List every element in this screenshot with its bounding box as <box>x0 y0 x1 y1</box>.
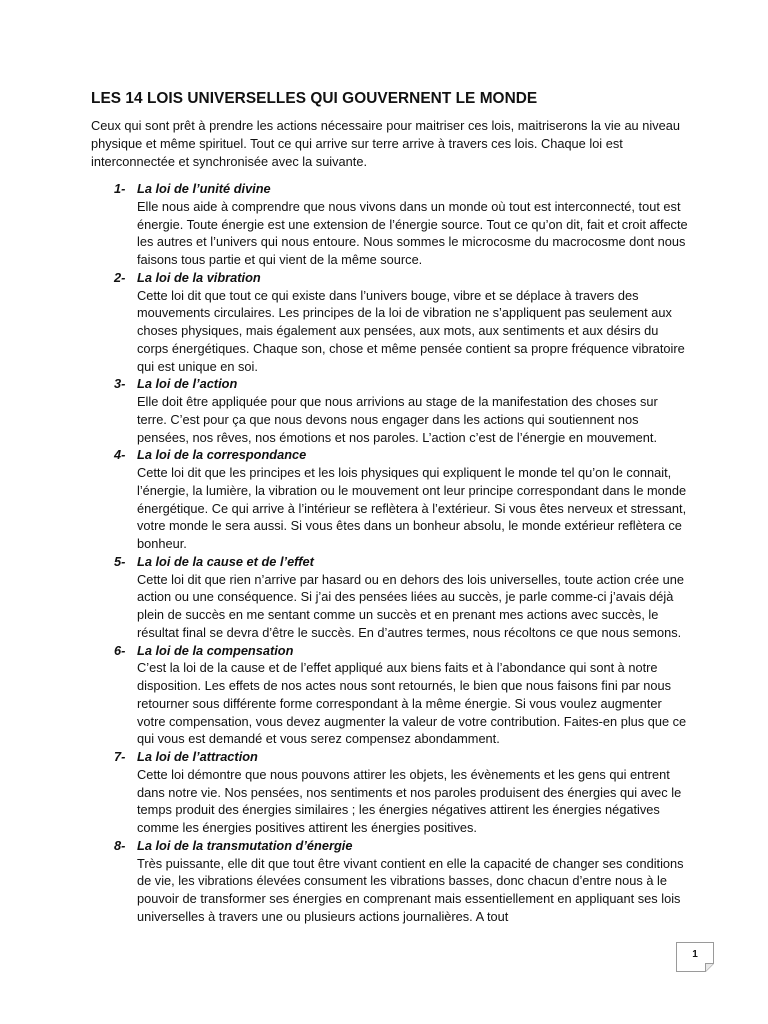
law-body: Cette loi dit que les principes et les lois physiques qui expliquent le monde tel qu’on le connait, l’énergie, la lumière, la vibration ou le mouvement ont leur principe correspondant dans le monde énergétique. Ce qui arrive à l’intérieur se reflètera à l’extérieur. Si vous êtes nerveux et stressant, votre monde le sera aussi. Si vous êtes dans un bonheur absolu, le monde extérieur reflètera ce bonheur. <box>137 465 687 551</box>
law-body: Cette loi dit que rien n’arrive par hasard ou en dehors des lois universelles, toute action crée une action ou une conséquence. Si j’ai des pensées liées au succès, je parle comme-ci j’avais déjà plein de succès en me sentant comme un succès et en prenant mes actions avec succès, le résultat final se devra d’être le succès. En d’autres termes, nous récoltons ce que nous semons. <box>137 571 685 640</box>
law-number: 5- <box>114 553 126 569</box>
page-number-badge <box>676 942 714 972</box>
law-number: 2- <box>114 269 126 285</box>
law-body: Cette loi dit que tout ce qui existe dans l’univers bouge, vibre et se déplace à travers des mouvements circulaires. Les principes de la loi de vibration ne s’appliquent pas seulement aux choses physiques, mais également aux pensées, aux mots, aux sentiments et aux désirs du corps énergétiques. Chaque son, chose et même pensée contient sa propre fréquence vibratoire qui est unique en soi. <box>137 287 685 374</box>
law-item <box>91 180 691 269</box>
law-number: 7- <box>114 749 126 764</box>
law-title: La loi de l’attraction <box>137 749 258 764</box>
law-item <box>91 375 691 446</box>
law-number: 3- <box>114 376 126 392</box>
law-item <box>91 837 691 926</box>
law-body: Elle nous aide à comprendre que nous vivons dans un monde où tout est interconnecté, tout est énergie. Toute énergie est une extension de l’énergie source. Tout ce qu’on dit, fait et croit affecte les autres et l’univers qui nous entoure. Nous sommes le microcosme du macrocosme dont nous faisons tous partie et qui vient de la même source. <box>137 198 688 267</box>
law-title: La loi de la transmutation d’énergie <box>137 837 353 853</box>
law-title: La loi de la vibration <box>137 269 261 285</box>
law-title: La loi de la compensation <box>137 642 294 658</box>
law-number: 8- <box>114 837 126 853</box>
document-title: LES 14 LOIS UNIVERSELLES QUI GOUVERNENT LE MONDE <box>91 90 538 107</box>
law-title: La loi de l’action <box>137 376 238 392</box>
law-title: La loi de la correspondance <box>137 447 307 463</box>
law-item <box>91 748 691 837</box>
law-number: 6- <box>114 642 126 658</box>
intro-paragraph: Ceux qui sont prêt à prendre les actions nécessaire pour maitriser ces lois, maitriserons la vie au niveau physique et même spirituel. Tout ce qui arrive sur terre arrive à travers ces lois. Chaque loi est interconnectée et synchronisée avec la suivante. <box>91 118 680 169</box>
page-number: 1 <box>692 949 698 960</box>
law-body: Très puissante, elle dit que tout être vivant contient en elle la capacité de changer ses conditions de vie, les vibrations élevées consument les vibrations basses, donc chacun d’entre nous à le pouvoir de transformer ses énergies en comprenant mais essentiellement en appliquant ses lois universelles à travers une ou plusieurs actions journalières. A tout <box>137 855 684 924</box>
law-body: Elle doit être appliquée pour que nous arrivions au stage de la manifestation des choses sur terre. C’est pour ça que nous devons nous engager dans les actions qui soutiennent nos pensées, nos rêves, nos émotions et nos paroles. L’action c’est de l’énergie en mouvement. <box>137 394 658 445</box>
law-body: C’est la loi de la cause et de l’effet appliqué aux biens faits et à l’abondance qui sont à notre disposition. Les effets de nos actes nous sont retournés, le bien que nous faisons fini par nous retourner sous différente forme correspondant à la même énergie. Si vous voulez augmenter votre compensation, vous devez augmenter la valeur de votre contribution. Faites-en plus que ce qui vous est demandé et vous serez compensez abondamment. <box>137 660 687 747</box>
law-item <box>91 446 691 553</box>
law-title: La loi de la cause et de l’effet <box>137 553 314 569</box>
law-body: Cette loi démontre que nous pouvons attirer les objets, les évènements et les gens qui entrent dans notre vie. Nos pensées, nos sentiments et nos paroles produisent des énergies qui avec le temps produit des énergies similaires ; les énergies négatives attirent les énergies négatives comme les énergies positives attirent les énergies positives. <box>137 766 682 835</box>
laws-list <box>91 180 691 926</box>
law-item <box>91 553 691 642</box>
law-item <box>91 642 691 749</box>
law-number: 4- <box>114 447 126 463</box>
law-title: La loi de l’unité divine <box>137 181 271 196</box>
law-number: 1- <box>114 181 126 196</box>
law-item <box>91 269 691 376</box>
